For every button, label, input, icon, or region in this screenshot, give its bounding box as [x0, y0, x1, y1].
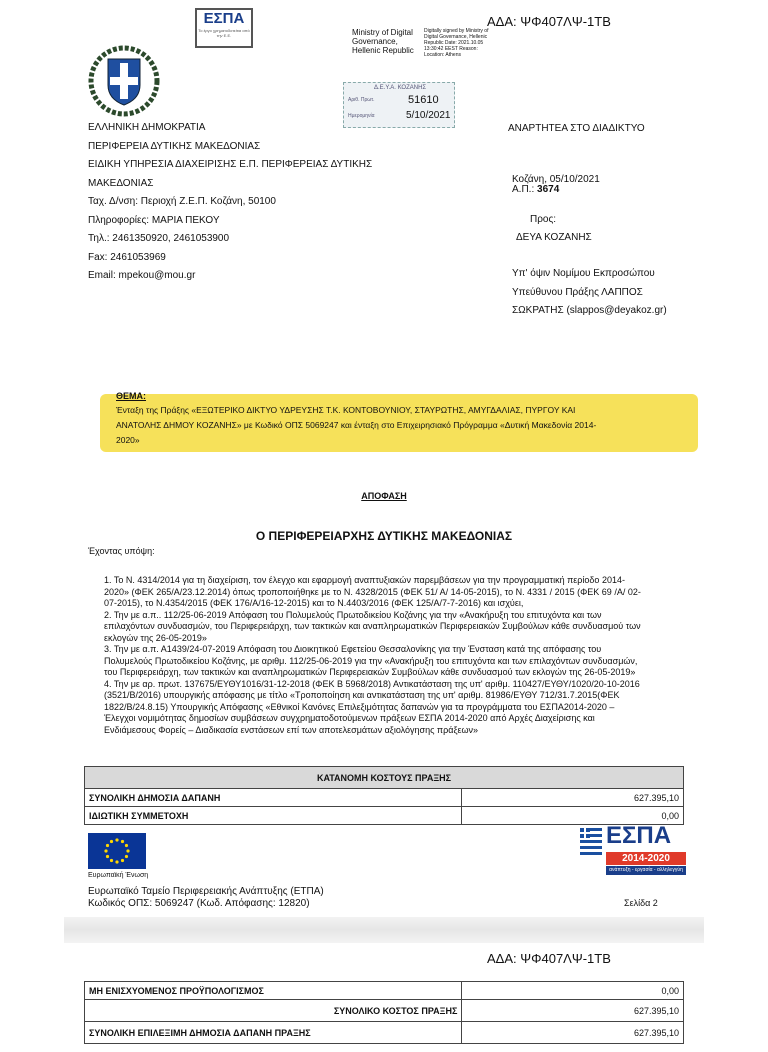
stamp-number: 51610 — [408, 94, 439, 106]
sender-block — [88, 119, 418, 286]
attention-line-3: ΣΩΚΡΑΤΗΣ (slappos@deyakoz.gr) — [512, 305, 667, 316]
subject-line-2: ΑΝΑΤΟΛΗΣ ΔΗΜΟΥ ΚΟΖΑΝΗΣ» με Κωδικό ΟΠΣ 5069247 και ένταξη στο Επιχειρησιακό Πρόγραμμα «Δυτική Μακεδονία 2014- — [116, 420, 597, 430]
subject-text — [116, 403, 696, 448]
attention-block — [512, 265, 712, 321]
signature-name: Ministry of Digital Governance, Hellenic Republic — [352, 28, 414, 55]
list-item: 4. Την με αρ. πρωτ. 137675/ΕΥΘΥ1016/31-12-2018 (ΦΕΚ Β 5968/2018) Αντικατάσταση της υπ' αριθμ. 110427/ΕΥΘΥ/1020/20-10-2016 (3521/Β/2016) υπουργικής απόφασης με τίτλο «Τροποποίηση και αντικατάσταση της υπ' αριθμ. 81986/ΕΥΘΥ 712/31.7.2015(ΦΕΚ 1822/Β/24.8.15) Υπουργικής Απόφασης «Εθνικοί Κανόνες Επιλεξιμότητας δαπανών για τα προγράμματα του ΕΣΠΑ2014-2020 – Έλεγχοι νομιμότητας δημοσίων συμβάσεων συγχρηματοδοτούμενων πράξεων ΕΣΠΑ 2014-2020 από Αρχές Διαχείρισης και Ενδιάμεσους Φορείς – Διαδικασία ενστάσεων επί των αποτελεσμάτων αξιολόγησης πράξεων» — [104, 678, 640, 735]
stamp-label-number: Αριθ. Πρωτ. — [348, 97, 375, 103]
ada-bottom: ΑΔΑ: ΨΦ407ΛΨ-1ΤΒ — [487, 951, 611, 966]
subject-label: ΘΕΜΑ: — [116, 391, 146, 401]
posting-note: ΑΝΑΡΤΗΤΕΑ ΣΤΟ ΔΙΑΔΙΚΤΥΟ — [508, 123, 645, 134]
greek-flag-icon — [580, 828, 602, 856]
eu-label: Ευρωπαϊκή Ένωση — [88, 872, 149, 879]
table-row: ΣΥΝΟΛΙΚΗ ΔΗΜΟΣΙΑ ΔΑΠΑΝΗ 627.395,10 — [85, 789, 684, 807]
sender-line-2: ΠΕΡΙΦΕΡΕΙΑ ΔΥΤΙΚΗΣ ΜΑΚΕΔΟΝΙΑΣ — [88, 140, 261, 152]
signature-details: Digitally signed by Ministry of Digital Governance, Hellenic Republic Date: 2021.10.05 13:30:42 EEST Reason: Location: Athens — [424, 28, 489, 58]
page-number: Σελίδα 2 — [624, 898, 658, 908]
to-name: ΔΕΥΑ ΚΟΖΑΝΗΣ — [516, 232, 592, 243]
stamp-org: Δ.Ε.Υ.Α. ΚΟΖΑΝΗΣ — [374, 85, 427, 91]
list-item: 2. Την με α.π.. 112/25-06-2019 Απόφαση του Πολυμελούς Πρωτοδικείου Κοζάνης για την «Ανακήρυξη του επιτυχόντα και των επιλαχόντων συνδυασμών, του Περιφερειάρχη, των τακτικών και αναπληρωματικών Περιφερειακών Συμβούλων κάθε συνδυασμού των εκλογών της 26-05-2019» — [104, 609, 641, 643]
table-row: ΣΥΝΟΛΙΚΗ ΕΠΙΛΕΞΙΜΗ ΔΗΜΟΣΙΑ ΔΑΠΑΝΗ ΠΡΑΞΗΣ 627.395,10 — [85, 1022, 684, 1044]
protocol-number — [512, 184, 559, 195]
sender-line-3: ΕΙΔΙΚΗ ΥΠΗΡΕΣΙΑ ΔΙΑΧΕΙΡΙΣΗΣ Ε.Π. ΠΕΡΙΦΕΡΕΙΑΣ ΔΥΤΙΚΗΣ — [88, 159, 373, 170]
list-item: 1. Το Ν. 4314/2014 για τη διαχείριση, τον έλεγχο και εφαρμογή αναπτυξιακών παρεμβάσεων για την προγραμματική περίοδο 2014- 2020» (ΦΕΚ 265/Α/23.12.2014) όπως τροποποιήθηκε με το Ν. 4328/2015 (ΦΕΚ 51/ Α/ 14-05-2015), το Ν. 4331 / 2015 (ΦΕΚ 69 /Α/ 02- 07-2015), το Ν.4354/2015 (ΦΕΚ 176/Α/16-12-2015) και το Ν.4403/2016 (ΦΕΚ 125/Α/7-7-2016) και ισχύει, — [104, 575, 641, 608]
espa-logo-title: ΕΣΠΑ — [203, 10, 245, 27]
footer-fund: Ευρωπαϊκό Ταμείο Περιφερειακής Ανάπτυξης (ΕΤΠΑ) — [88, 886, 324, 897]
espa-footer-years: 2014-2020 — [606, 852, 686, 865]
date-line: Κοζάνη, 05/10/2021 — [512, 174, 600, 185]
protocol-value: 3674 — [537, 184, 560, 195]
footer-code: Κωδικός ΟΠΣ: 5069247 (Κωδ. Απόφασης: 12820) — [88, 898, 310, 909]
espa-footer-slogan: ανάπτυξη - εργασία - αλληλεγγύη — [606, 866, 686, 875]
sender-line-1: ΕΛΛΗΝΙΚΗ ΔΗΜΟΚΡΑΤΙΑ — [88, 122, 206, 133]
eu-flag-icon — [88, 833, 146, 869]
attention-line-1: Υπ' όψιν Νομίμου Εκπροσώπου — [512, 268, 655, 279]
sender-email: Email: mpekou@mou.gr — [88, 270, 196, 281]
espa-logo — [195, 8, 253, 48]
sender-fax: Fax: 2461053969 — [88, 251, 166, 263]
espa-logo-subtitle: Το έργο χρηματοδοτείται από την Ε.Ε. — [198, 28, 250, 38]
list-item: 3. Την με α.π. Α1439/24-07-2019 Απόφαση του Διοικητικού Εφετείου Θεσσαλονίκης για την Ένσταση κατά της απόφασης του Πολυμελούς Πρωτοδικείου Κοζάνης, με αριθμ. 112/25-06-2019 για την «Ανακήρυξη του επιτυχόντα και των επιλαχόντων συνδυασμών, του Περιφερειάρχη, των τακτικών και αναπληρωματικών Περιφερειακών Συμβούλων κάθε συνδυασμού των εκλογών της 26-05-2019» — [104, 644, 638, 677]
cost-table — [84, 766, 684, 825]
subject-line-1: Ένταξη της Πράξης «ΕΞΩΤΕΡΙΚΟ ΔΙΚΤΥΟ ΥΔΡΕΥΣΗΣ Τ.Κ. ΚΟΝΤΟΒΟΥΝΙΟΥ, ΣΤΑΥΡΩΤΗΣ, ΑΜΥΓΔΑΛΙΑΣ, ΠΥΡΓΟΥ ΚΑΙ — [116, 405, 576, 415]
cost-table-header: ΚΑΤΑΝΟΜΗ ΚΟΣΤΟΥΣ ΠΡΑΞΗΣ — [85, 767, 684, 789]
considerations-list — [104, 575, 704, 736]
sender-line-4: ΜΑΚΕΔΟΝΙΑΣ — [88, 177, 154, 189]
cost-table-2 — [84, 981, 684, 1044]
table-row: ΜΗ ΕΝΙΣΧΥΟΜΕΝΟΣ ΠΡΟΫΠΟΛΟΓΙΣΜΟΣ 0,00 — [85, 982, 684, 1000]
stamp-label-date: Ημερομηνία — [348, 113, 375, 119]
sender-address: Ταχ. Δ/νση: Περιοχή Ζ.Ε.Π. Κοζάνη, 50100 — [88, 196, 276, 207]
to-label: Προς: — [530, 214, 557, 225]
decision-label: ΑΠΟΦΑΣΗ — [361, 491, 407, 501]
protocol-label: Α.Π.: — [512, 184, 535, 195]
espa-footer-title: ΕΣΠΑ — [606, 822, 672, 849]
attention-line-2: Υπεύθυνου Πράξης ΛΑΠΠΟΣ — [512, 286, 643, 298]
subject-line-3: 2020» — [116, 435, 140, 445]
page-separator — [64, 917, 704, 943]
table-row: ΙΔΙΩΤΙΚΗ ΣΥΜΜΕΤΟΧΗ 0,00 — [85, 807, 684, 825]
table-row: ΣΥΝΟΛΙΚΟ ΚΟΣΤΟΣ ΠΡΑΞΗΣ 627.395,10 — [85, 1000, 684, 1022]
sender-tel: Τηλ.: 2461350920, 2461053900 — [88, 233, 230, 244]
ada-top: ΑΔΑ: ΨΦ407ΛΨ-1ΤΒ — [487, 14, 611, 29]
hellenic-emblem-icon — [88, 45, 160, 117]
authority-title: Ο ΠΕΡΙΦΕΡΕΙΑΡΧΗΣ ΔΥΤΙΚΗΣ ΜΑΚΕΔΟΝΙΑΣ — [255, 529, 513, 543]
espa-footer-logo — [580, 822, 688, 880]
considering-label: Έχοντας υπόψη: — [88, 546, 155, 556]
sender-info: Πληροφορίες: ΜΑΡΙΑ ΠΕΚΟΥ — [88, 214, 220, 226]
stamp-date: 5/10/2021 — [406, 110, 451, 121]
